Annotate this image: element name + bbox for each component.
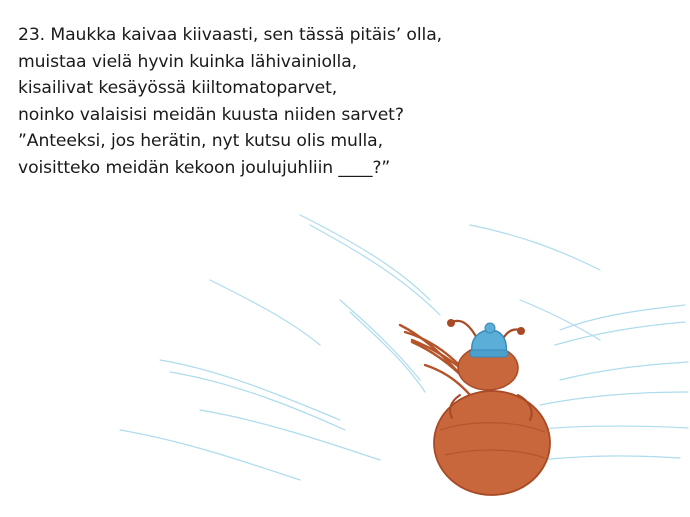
verse-line-4: noinko valaisisi meidän kuusta niiden sarvet? xyxy=(18,104,404,125)
verse-line-2: muistaa vielä hyvin kuinka lähivainiolla, xyxy=(18,51,358,72)
verse-line-5: ”Anteeksi, jos herätin, nyt kutsu olis mulla, xyxy=(18,131,383,152)
beanie-hat-icon xyxy=(470,323,508,357)
verse-line-3: kisailivat kesäyössä kiiltomatoparvet, xyxy=(18,78,338,99)
verse-line-6: voisitteko meidän kekoon joulujuhliin ____?” xyxy=(18,157,391,178)
verse-line-1: 23. Maukka kaivaa kiivaasti, sen tässä pitäis’ olla, xyxy=(18,25,442,45)
snow-drift-icon xyxy=(120,215,688,480)
